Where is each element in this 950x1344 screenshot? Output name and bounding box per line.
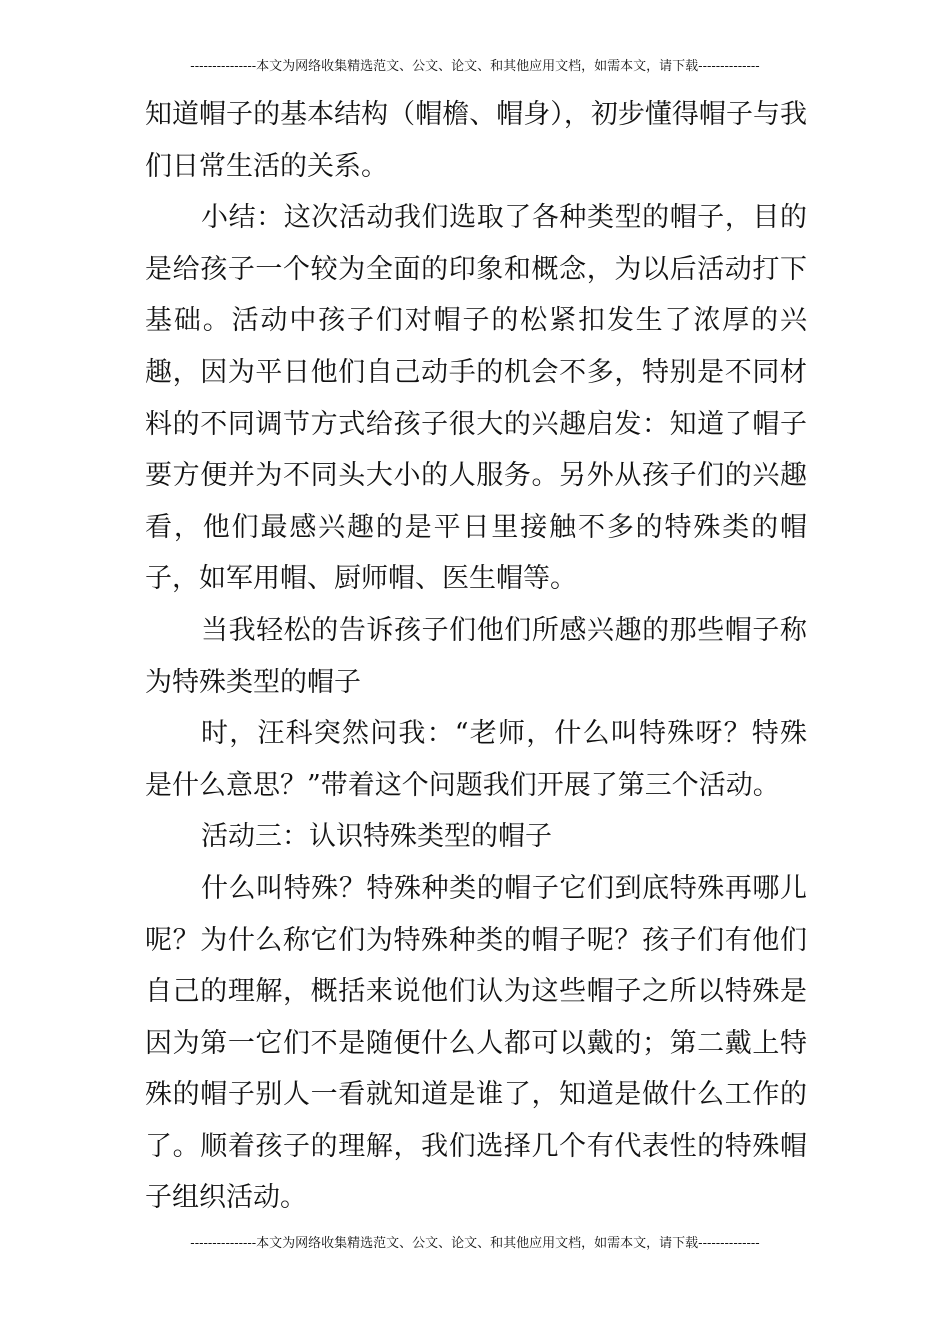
paragraph-summary: 小结：这次活动我们选取了各种类型的帽子，目的是给孩子一个较为全面的印象和概念，为以后活动打下基础。活动中孩子们对帽子的松紧扣发生了浓厚的兴趣，因为平日他们自己动手的机会不多，特别是不同材料的不同调节方式给孩子很大的兴趣启发：知道了帽子要方便并为不同头大小的人服务。另外从孩子们的兴趣看，他们最感兴趣的是平日里接触不多的特殊类的帽子，如军用帽、厨师帽、医生帽等。 [145,202,807,595]
document-body [145,89,807,1224]
section-heading-activity-three: 活动三：认识特殊类型的帽子 [201,821,552,853]
paragraph-special-hats: 当我轻松的告诉孩子们他们所感兴趣的那些帽子称为特殊类型的帽子 [145,614,807,698]
paragraph-question: 时，汪科突然问我：“老师，什么叫特殊呀？特殊是什么意思？”带着这个问题我们开展了第三个活动。 [145,718,807,801]
paragraph-continuation: 知道帽子的基本结构（帽檐、帽身），初步懂得帽子与我们日常生活的关系。 [145,99,807,182]
paragraph-understanding: 什么叫特殊？特殊种类的帽子它们到底特殊再哪儿呢？为什么称它们为特殊种类的帽子呢？孩子们有他们自己的理解，概括来说他们认为这些帽子之所以特殊是因为第一它们不是随便什么人都可以戴的；第二戴上特殊的帽子别人一看就知道是谁了，知道是做什么工作的了。顺着孩子的理解，我们选择几个有代表性的特殊帽子组织活动。 [145,872,807,1214]
footer-banner: ---------------本文为网络收集精选范文、公文、论文、和其他应用文档，如需本文，请下载-------------- [190,1236,760,1251]
header-banner: ---------------本文为网络收集精选范文、公文、论文、和其他应用文档，如需本文，请下载-------------- [190,59,760,74]
